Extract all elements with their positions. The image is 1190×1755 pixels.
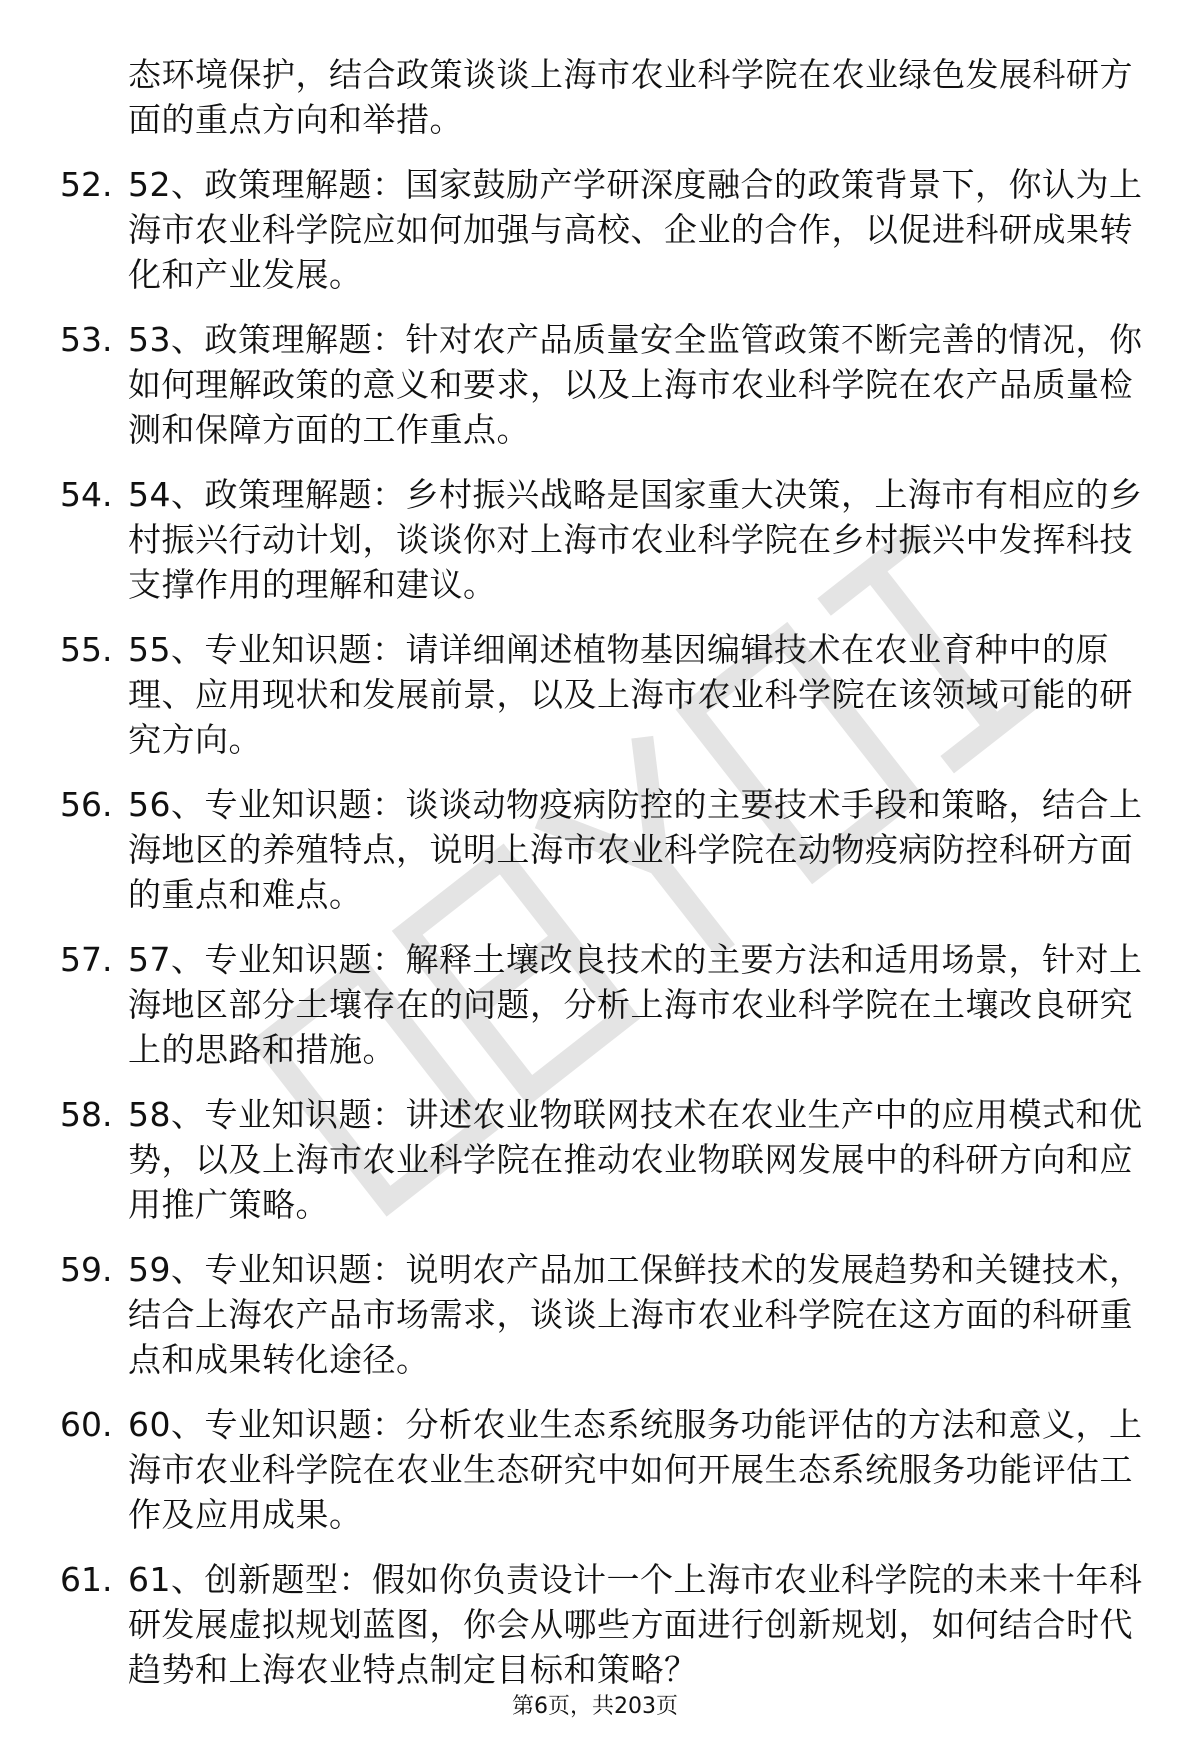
- list-item: [60, 1092, 1150, 1227]
- list-item-text: 58、专业知识题：讲述农业物联网技术在农业生产中的应用模式和优势，以及上海市农业科学院在推动农业物联网发展中的科研方向和应用推广策略。: [128, 1095, 1143, 1224]
- list-item-text: 52、政策理解题：国家鼓励产学研深度融合的政策背景下，你认为上海市农业科学院应如何加强与高校、企业的合作，以促进科研成果转化和产业发展。: [128, 165, 1143, 294]
- list-item: [60, 1557, 1150, 1692]
- list-item-number: 60.: [60, 1405, 113, 1444]
- list-item: [60, 627, 1150, 762]
- list-item-text: 55、专业知识题：请详细阐述植物基因编辑技术在农业育种中的原理、应用现状和发展前景，以及上海市农业科学院在该领域可能的研究方向。: [128, 630, 1133, 759]
- list-item-number: 52.: [60, 165, 113, 204]
- list-item: [60, 1402, 1150, 1537]
- list-item-text: 57、专业知识题：解释土壤改良技术的主要方法和适用场景，针对上海地区部分土壤存在的问题，分析上海市农业科学院在土壤改良研究上的思路和措施。: [128, 940, 1143, 1069]
- list-item-text: 60、专业知识题：分析农业生态系统服务功能评估的方法和意义，上海市农业科学院在农业生态研究中如何开展生态系统服务功能评估工作及应用成果。: [128, 1405, 1143, 1534]
- list-item-text: 54、政策理解题：乡村振兴战略是国家重大决策，上海市有相应的乡村振兴行动计划，谈谈你对上海市农业科学院在乡村振兴中发挥科技支撑作用的理解和建议。: [128, 475, 1143, 604]
- list-item: [60, 317, 1150, 452]
- continuation-text: 态环境保护，结合政策谈谈上海市农业科学院在农业绿色发展科研方面的重点方向和举措。: [128, 55, 1133, 139]
- list-item-number: 58.: [60, 1095, 113, 1134]
- list-item-text: 53、政策理解题：针对农产品质量安全监管政策不断完善的情况，你如何理解政策的意义和要求，以及上海市农业科学院在农产品质量检测和保障方面的工作重点。: [128, 320, 1143, 449]
- list-item-number: 55.: [60, 630, 113, 669]
- list-item: [60, 472, 1150, 607]
- list-item-text: 61、创新题型：假如你负责设计一个上海市农业科学院的未来十年科研发展虚拟规划蓝图，你会从哪些方面进行创新规划，如何结合时代趋势和上海农业特点制定目标和策略？: [128, 1560, 1143, 1689]
- list-item-number: 53.: [60, 320, 113, 359]
- list-item-number: 57.: [60, 940, 113, 979]
- list-item-text: 56、专业知识题：谈谈动物疫病防控的主要技术手段和策略，结合上海地区的养殖特点，说明上海市农业科学院在动物疫病防控科研方面的重点和难点。: [128, 785, 1143, 914]
- list-item-text: 59、专业知识题：说明农产品加工保鲜技术的发展趋势和关键技术，结合上海农产品市场需求，谈谈上海市农业科学院在这方面的科研重点和成果转化途径。: [128, 1250, 1143, 1379]
- page-footer: 第6页，共203页: [512, 1694, 678, 1719]
- list-item-number: 61.: [60, 1560, 113, 1599]
- question-list: [60, 52, 1150, 1712]
- list-item: [60, 782, 1150, 917]
- list-item-number: 59.: [60, 1250, 113, 1289]
- list-item-number: 56.: [60, 785, 113, 824]
- list-item: [60, 162, 1150, 297]
- list-item-number: 54.: [60, 475, 113, 514]
- continuation-paragraph: [60, 52, 1150, 142]
- list-item: [60, 937, 1150, 1072]
- list-item: [60, 1247, 1150, 1382]
